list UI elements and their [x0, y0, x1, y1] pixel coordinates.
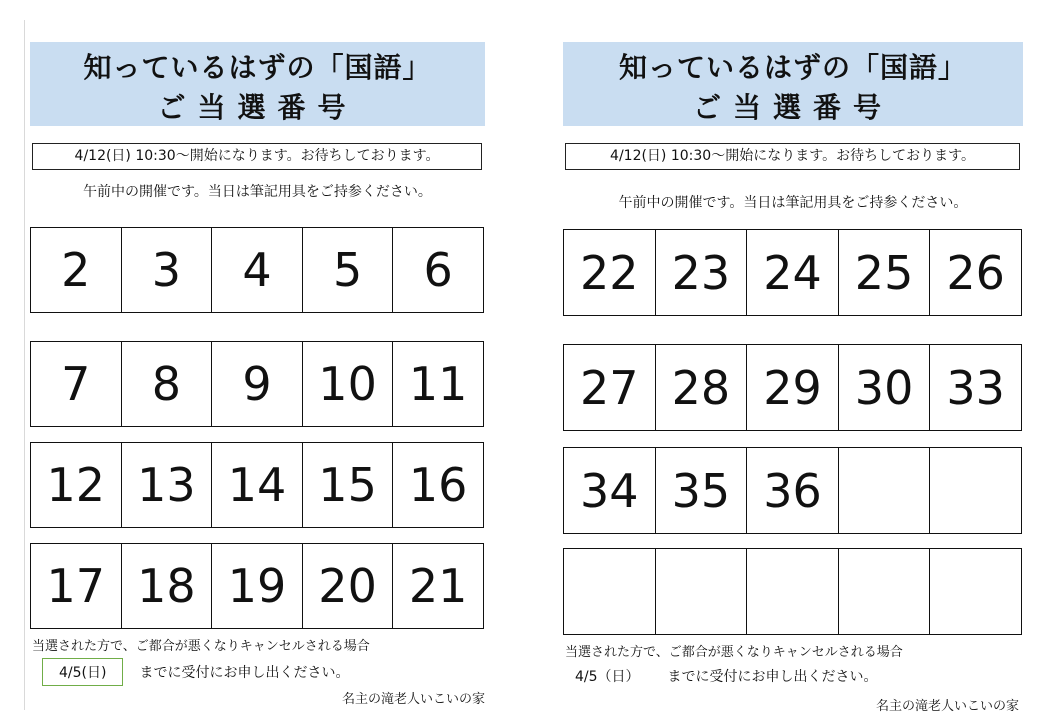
winning-number-cell: 12: [46, 458, 106, 512]
winning-number-cell: 15: [302, 443, 393, 527]
winning-number-cell: 13: [121, 443, 212, 527]
winning-number-cell: 23: [655, 230, 747, 315]
winning-number-cell: 35: [655, 448, 747, 533]
winning-number-cell: 19: [211, 544, 302, 628]
deadline-text: までに受付にお申し出ください。: [139, 665, 350, 681]
organizer-name: 名主の滝老人いこいの家: [875, 699, 1019, 714]
winning-number-cell: 2: [61, 243, 91, 297]
empty-number-cell: [564, 549, 655, 634]
winning-number-cell: 5: [302, 228, 393, 312]
event-title: 知っているはずの「国語」: [618, 51, 967, 84]
empty-number-cell: [929, 549, 1021, 634]
empty-number-cell: [838, 549, 930, 634]
start-time-notice: 4/12(日) 10:30～開始になります。お待ちしております。: [32, 143, 482, 170]
winning-number-cell: 8: [121, 342, 212, 426]
winning-number-cell: 33: [929, 345, 1021, 430]
number-row: [30, 227, 484, 313]
winning-number-cell: 9: [211, 342, 302, 426]
bring-supplies-note: 午前中の開催です。当日は筆記用具をご持参ください。: [618, 195, 968, 211]
winning-number-cell: 7: [61, 357, 91, 411]
deadline-date: 4/5（日）: [575, 669, 640, 685]
winning-numbers-heading: ご当選番号: [692, 91, 893, 124]
number-row: [30, 341, 484, 427]
winning-number-cell: 34: [580, 463, 639, 518]
event-title: 知っているはずの「国語」: [83, 51, 432, 84]
winning-number-cell: 28: [655, 345, 747, 430]
title-banner: [563, 42, 1023, 126]
empty-number-cell: [655, 549, 747, 634]
winning-number-cell: 26: [929, 230, 1021, 315]
winning-number-cell: 14: [211, 443, 302, 527]
winning-number-cell: 18: [121, 544, 212, 628]
number-row: [30, 543, 484, 629]
deadline-line: [42, 658, 349, 686]
empty-number-cell: [838, 448, 930, 533]
winning-number-cell: 16: [392, 443, 483, 527]
winning-number-cell: 17: [46, 559, 106, 613]
winning-number-cell: 20: [302, 544, 393, 628]
number-row: [563, 229, 1022, 316]
cancellation-note: 当選された方で、ご都合が悪くなりキャンセルされる場合: [565, 645, 903, 660]
deadline-text: までに受付にお申し出ください。: [667, 669, 878, 685]
winning-number-cell: 36: [746, 448, 838, 533]
winning-number-cell: 6: [392, 228, 483, 312]
page-edge-line: [24, 20, 25, 710]
winning-numbers-sheet-left: [30, 0, 485, 720]
winning-number-cell: 3: [121, 228, 212, 312]
winning-number-cell: 21: [392, 544, 483, 628]
number-row: [563, 447, 1022, 534]
deadline-line: [575, 666, 878, 686]
winning-number-cell: 10: [302, 342, 393, 426]
number-row: [563, 344, 1022, 431]
bring-supplies-note: 午前中の開催です。当日は筆記用具をご持参ください。: [83, 184, 432, 200]
winning-number-cell: 4: [211, 228, 302, 312]
number-row: [30, 442, 484, 528]
winning-numbers-heading: ご当選番号: [157, 91, 358, 124]
winning-number-cell: 11: [392, 342, 483, 426]
winning-numbers-sheet-right: [563, 0, 1023, 720]
winning-number-cell: 29: [746, 345, 838, 430]
deadline-date-box: 4/5(日): [42, 658, 123, 686]
empty-number-cell: [746, 549, 838, 634]
organizer-name: 名主の滝老人いこいの家: [341, 692, 485, 707]
winning-number-cell: 30: [838, 345, 930, 430]
winning-number-cell: 24: [746, 230, 838, 315]
cancellation-note: 当選された方で、ご都合が悪くなりキャンセルされる場合: [32, 639, 370, 654]
winning-number-cell: 27: [580, 360, 639, 415]
winning-number-cell: 22: [580, 245, 639, 300]
start-time-notice: 4/12(日) 10:30～開始になります。お待ちしております。: [565, 143, 1020, 170]
empty-number-cell: [929, 448, 1021, 533]
title-banner: [30, 42, 485, 126]
number-row: [563, 548, 1022, 635]
winning-number-cell: 25: [838, 230, 930, 315]
